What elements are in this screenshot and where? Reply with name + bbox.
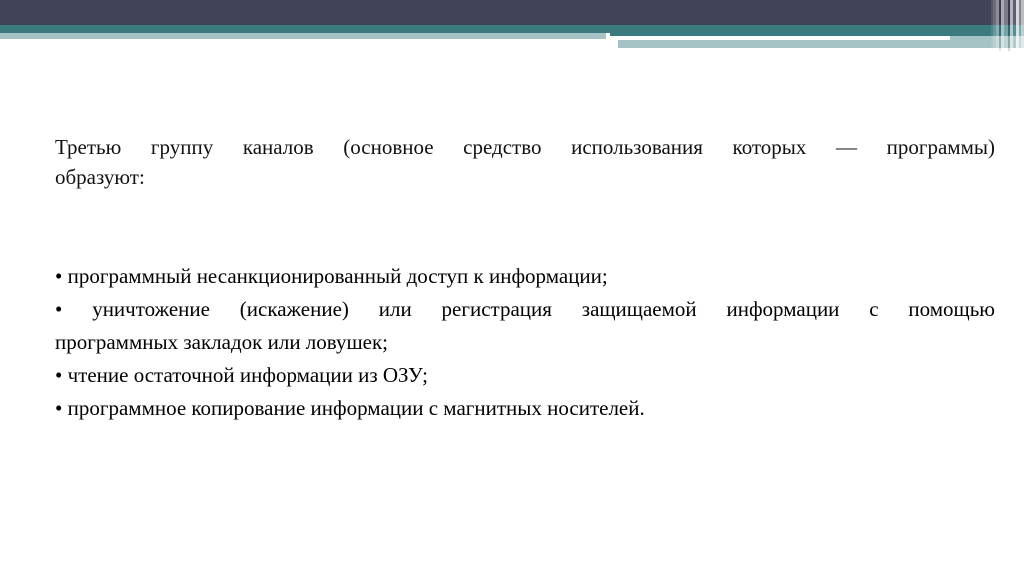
bullet-item-4: • программное копирование информации с магнитных носителей.	[55, 396, 645, 420]
header-bar-dark	[0, 0, 1024, 25]
bullet-item-2-line-2: программных закладок или ловушек;	[55, 330, 389, 354]
bullet-list	[55, 260, 995, 425]
intro-line-2: образуют:	[55, 165, 145, 189]
intro-paragraph	[55, 132, 995, 192]
bullet-item-2-line-1: • уничтожение (искажение) или регистрация защищаемой информации с помощью	[55, 297, 995, 321]
intro-line-1: Третью группу каналов (основное средство использования которых — программы)	[55, 135, 995, 159]
accent-bar-lightteal-left	[0, 33, 606, 39]
corner-stripe-cluster	[991, 0, 1024, 51]
accent-bar-teal	[0, 25, 1024, 33]
bullet-item-1: • программный несанкционированный доступ к информации;	[55, 264, 608, 288]
bullet-item-3: • чтение остаточной информации из ОЗУ;	[55, 363, 428, 387]
